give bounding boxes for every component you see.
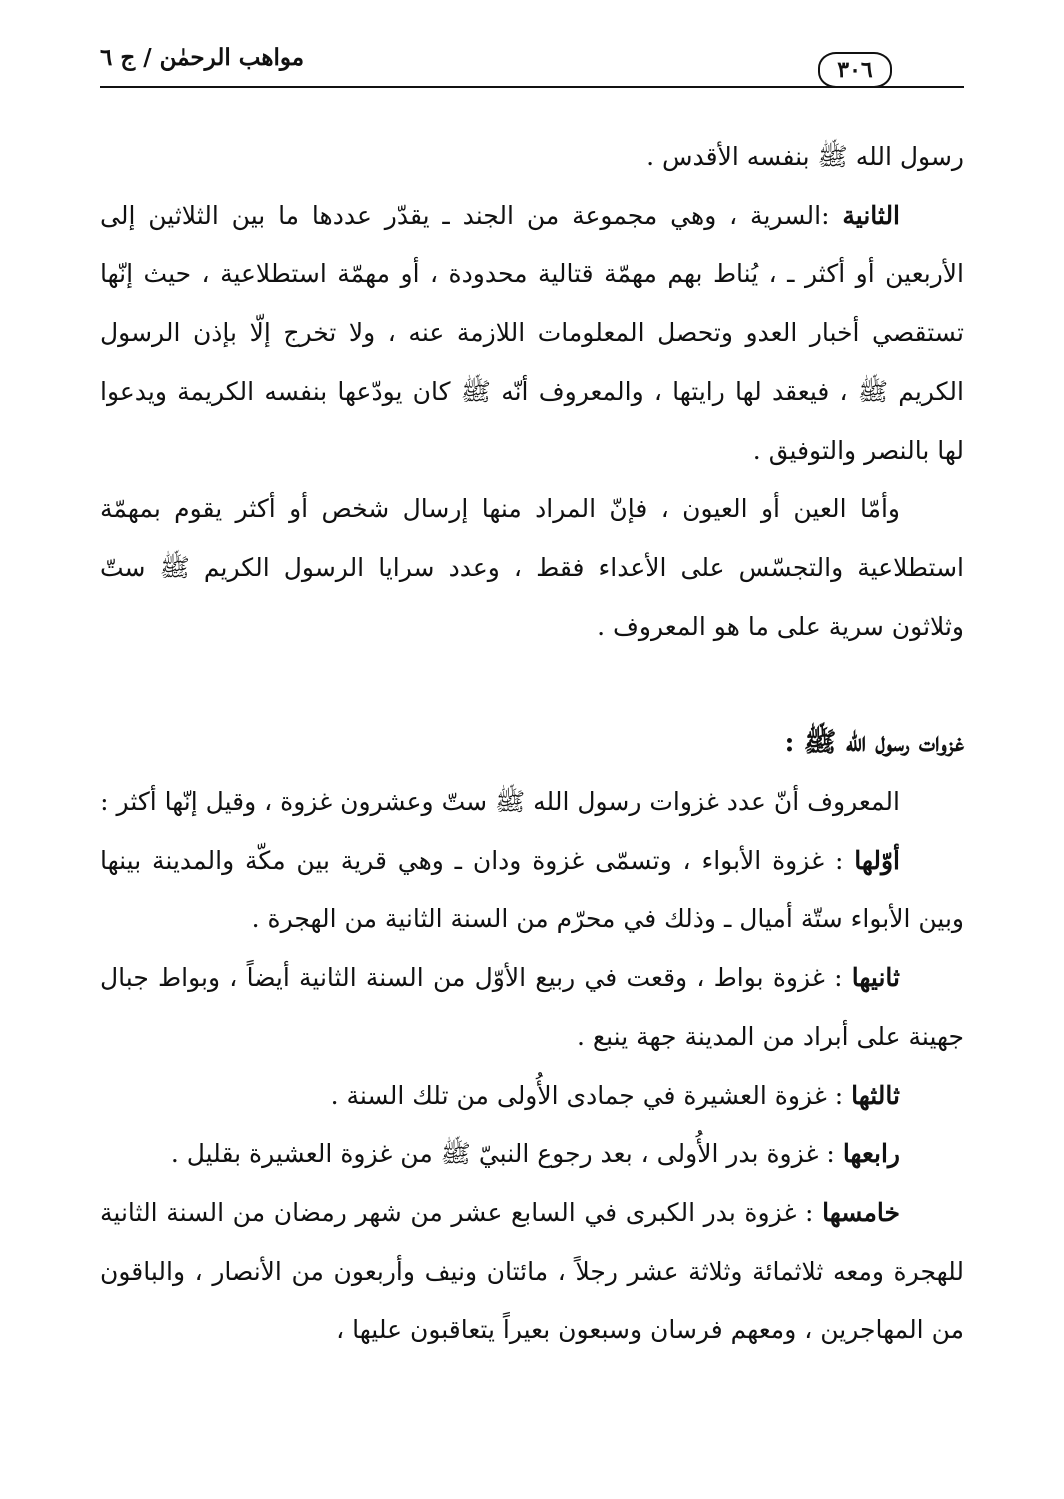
paragraph-text: : غزوة الأبواء ، وتسمّى غزوة ودان ـ وهي قرية بين مكّة والمدينة بينها وبين الأبواء ستّة أميال ـ وذلك في محرّم من السنة الثانية من الهجرة . — [100, 845, 964, 934]
paragraph-lead: الثانية — [842, 200, 901, 230]
paragraph-lead: رابعها — [842, 1139, 900, 1169]
body-text — [100, 128, 964, 1360]
section-heading: غزوات رسول الله ﷺ : — [784, 727, 964, 759]
paragraph-ghazawat-count — [100, 773, 964, 832]
paragraph-text: وأمّا العين أو العيون ، فإنّ المراد منها إرسال شخص أو أكثر يقوم بمهمّة استطلاعية والتجسّس على الأعداء فقط ، وعدد سرايا الرسول الكريم ﷺ ستّ وثلاثون سرية على ما هو المعروف . — [100, 494, 964, 641]
paragraph-text: : غزوة العشيرة في جمادى الأُولى من تلك السنة . — [330, 1080, 852, 1110]
paragraph-text: : غزوة بواط ، وقعت في ربيع الأوّل من السنة الثانية أيضاً ، وبواط جبال جهينة على أبراد من المدينة جهة ينبع . — [100, 963, 964, 1051]
paragraph-first-ghazwa — [100, 832, 964, 949]
paragraph-text: رسول الله ﷺ بنفسه الأقدس . — [646, 142, 964, 171]
section-spacer — [100, 656, 964, 714]
paragraph-lead: ثانيها — [851, 963, 900, 993]
paragraph-fourth-ghazwa — [100, 1125, 964, 1184]
paragraph-continuation — [100, 128, 964, 187]
paragraph-lead: خامسها — [822, 1197, 900, 1227]
paragraph-text: : غزوة بدر الأُولى ، بعد رجوع النبيّ ﷺ من غزوة العشيرة بقليل . — [170, 1139, 843, 1169]
paragraph-text: المعروف أنّ عدد غزوات رسول الله ﷺ ستّ وعشرون غزوة ، وقيل إنّها أكثر : — [100, 787, 900, 817]
paragraph-text: : غزوة بدر الكبرى في السابع عشر من شهر رمضان من السنة الثانية للهجرة ومعه ثلاثمائة وثلاثة عشر رجلاً ، مائتان ونيف وأربعون من الأنصار ، والباقون من المهاجرين ، ومعهم فرسان وسبعون بعيراً يتعاقبون عليها ، — [100, 1197, 964, 1345]
paragraph-second-ghazwa — [100, 949, 964, 1066]
paragraph-lead: أوّلها — [854, 845, 900, 875]
paragraph-lead: ثالثها — [851, 1080, 900, 1110]
paragraph-ayn — [100, 480, 964, 656]
paragraph-sariya — [100, 187, 964, 481]
page-header — [100, 38, 964, 90]
paragraph-third-ghazwa — [100, 1067, 964, 1126]
running-title: مواهب الرحمٰن / ج ٦ — [100, 44, 305, 71]
header-rule — [100, 86, 964, 88]
paragraph-fifth-ghazwa — [100, 1184, 964, 1360]
page-number: ٣٠٦ — [818, 52, 892, 88]
paragraph-text: :السرية ، وهي مجموعة من الجند ـ يقدّر عددها ما بين الثلاثين إلى الأربعين أو أكثر ـ ، يُناط بهم مهمّة قتالية محدودة ، أو مهمّة استطلاعية ، حيث إنّها تستقصي أخبار العدو وتحصل المعلومات اللازمة عنه ، ولا تخرج إلّا بإذن الرسول الكريم ﷺ ، فيعقد لها رايتها ، والمعروف أنّه ﷺ كان يودّعها بنفسه الكريمة ويدعوا لها بالنصر والتوفيق . — [100, 200, 964, 465]
